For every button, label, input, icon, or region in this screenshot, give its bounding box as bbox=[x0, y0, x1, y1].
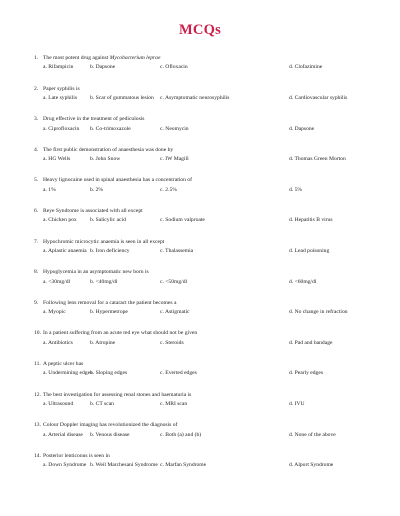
question-text bbox=[34, 147, 374, 154]
question-stem-italic: Mycobacterium leprae bbox=[109, 55, 161, 61]
answer-option-c: c. Thalassemia bbox=[160, 247, 194, 254]
question-item bbox=[34, 147, 374, 178]
answer-option-c: c. MRI scan bbox=[160, 400, 188, 407]
answer-option-b: b. Weil Marchesani Syndrome bbox=[90, 462, 158, 469]
answer-option-d: d. IVU bbox=[289, 400, 305, 407]
answer-options bbox=[34, 309, 374, 316]
answer-option-b: b. Venous disease bbox=[90, 431, 130, 438]
question-number: 1. bbox=[34, 55, 39, 61]
question-number: 5. bbox=[34, 177, 39, 184]
question-text bbox=[34, 453, 374, 460]
answer-option-d: d. Thomas Green Morton bbox=[289, 156, 346, 163]
answer-option-d: d. No change in refraction bbox=[289, 309, 348, 316]
answer-options bbox=[34, 95, 374, 102]
answer-option-a: a. <30mg/dl bbox=[43, 278, 71, 285]
answer-option-a: a. Ultrasound bbox=[43, 400, 74, 407]
answer-option-b: b. Salicylic acid bbox=[90, 217, 126, 224]
question-number: 6. bbox=[34, 207, 39, 214]
question-number: 2. bbox=[34, 85, 39, 92]
question-stem: A peptic ulcer has bbox=[43, 360, 84, 367]
question-item bbox=[34, 330, 374, 361]
question-item bbox=[34, 453, 374, 484]
question-item bbox=[34, 116, 374, 147]
question-text bbox=[34, 300, 374, 307]
answer-option-b: b. Iron deficiency bbox=[90, 247, 130, 254]
answer-option-b: b. CT scan bbox=[90, 400, 114, 407]
answer-option-b: b. Sloping edges bbox=[90, 370, 128, 377]
question-number: 9. bbox=[34, 299, 39, 306]
question-number: 4. bbox=[34, 146, 39, 153]
question-stem: Drug effective in the treatment of pediculosis bbox=[43, 116, 145, 123]
question-stem: In a patient suffering from an acute red eye what should not be given bbox=[43, 330, 198, 337]
question-text bbox=[34, 239, 374, 246]
answer-option-b: b. John Snow bbox=[90, 156, 121, 163]
question-text bbox=[34, 55, 374, 62]
question-stem: The first public demonstration of anaesthesia was done by bbox=[43, 146, 174, 153]
answer-option-b: b. Scar of gummatous lesion bbox=[90, 95, 154, 101]
answer-options bbox=[34, 340, 374, 347]
answer-option-a: a. Antibiotics bbox=[43, 339, 73, 346]
question-item bbox=[34, 361, 374, 392]
question-item bbox=[34, 239, 374, 270]
answer-options bbox=[34, 217, 374, 224]
question-stem: Colour Doppler imaging has revolutionized the diagnosis of bbox=[43, 422, 178, 429]
answer-option-d: d. 5% bbox=[289, 186, 303, 193]
question-number: 8. bbox=[34, 269, 39, 276]
question-stem: Heavy lignocaine used in spinal anaesthesia has a concentration of bbox=[43, 177, 192, 184]
answer-options bbox=[34, 156, 374, 163]
answer-option-d: d. <60mg/dl bbox=[289, 278, 317, 285]
question-item bbox=[34, 422, 374, 453]
question-text bbox=[34, 86, 374, 93]
answer-option-d: d. Lead poisoning bbox=[289, 247, 330, 254]
answer-option-b: b. <40mg/dl bbox=[90, 278, 118, 285]
answer-options bbox=[34, 248, 374, 255]
answer-option-a: a. Chicken pox bbox=[43, 217, 77, 224]
answer-option-a: a. 1% bbox=[43, 186, 56, 193]
answer-option-a: a. Myopic bbox=[43, 309, 66, 316]
question-number: 10. bbox=[34, 330, 41, 337]
question-item bbox=[34, 55, 374, 86]
question-text bbox=[34, 269, 374, 276]
answer-option-c: c. Asymptomatic neurosyphilis bbox=[160, 95, 230, 101]
answer-option-c: c. Marfan Syndrome bbox=[160, 462, 207, 469]
page-title: MCQs bbox=[179, 22, 221, 38]
answer-option-a: a. Rifampicin bbox=[43, 64, 74, 71]
question-stem: Paper syphilis is bbox=[43, 85, 80, 92]
answer-option-b: b. Dapsone bbox=[90, 64, 116, 71]
answer-option-b: b. Atropine bbox=[90, 339, 116, 346]
question-stem: Posterior lenticonus is seen in bbox=[43, 452, 110, 459]
answer-option-c: c. Sodium valproate bbox=[160, 217, 205, 224]
answer-option-d: d. Pad and bandage bbox=[289, 339, 333, 346]
question-stem: The most potent drug against bbox=[43, 55, 110, 61]
answer-option-c: c. 2.5% bbox=[160, 186, 177, 193]
question-number: 7. bbox=[34, 238, 39, 245]
answer-option-c: c. Neomycin bbox=[160, 125, 189, 132]
answer-option-b: b. Co-trimoxazole bbox=[90, 125, 131, 132]
question-stem: Reye Syndrome is associated with all except bbox=[43, 207, 143, 214]
answer-option-d: d. Clofazimine bbox=[289, 64, 323, 71]
question-item bbox=[34, 177, 374, 208]
question-text bbox=[34, 116, 374, 123]
question-text bbox=[34, 330, 374, 337]
answer-option-c: c. <50mg/dl bbox=[160, 278, 188, 285]
answer-option-d: d. None of the above bbox=[289, 431, 336, 438]
answer-option-d: d. Alport Syndrome bbox=[289, 462, 334, 469]
question-number: 11. bbox=[34, 360, 41, 367]
question-text bbox=[34, 392, 374, 399]
answer-option-a: a. Undermining edges bbox=[43, 370, 93, 377]
question-text bbox=[34, 208, 374, 215]
question-number: 12. bbox=[34, 391, 41, 398]
question-list bbox=[34, 55, 374, 483]
question-stem: Hypoglycemia in an asymptomatic new born is bbox=[43, 269, 149, 276]
answer-options bbox=[34, 279, 374, 286]
question-number: 3. bbox=[34, 116, 39, 123]
question-item bbox=[34, 86, 374, 117]
question-stem: The best investigation for assessing renal stones and haematuria is bbox=[43, 391, 192, 398]
answer-options bbox=[34, 462, 374, 469]
answer-option-d: d. Pearly edges bbox=[289, 370, 324, 377]
answer-options bbox=[34, 370, 374, 377]
answer-option-c: c. Steroids bbox=[160, 339, 184, 346]
answer-options bbox=[34, 401, 374, 408]
answer-option-c: c. Both (a) and (b) bbox=[160, 431, 202, 438]
answer-option-b: b. 2% bbox=[90, 186, 104, 193]
answer-option-d: d. Hepatitis B virus bbox=[289, 217, 333, 224]
answer-option-c: c. Astigmatic bbox=[160, 309, 190, 316]
answer-option-d: d. Dapsone bbox=[289, 125, 315, 132]
answer-option-d: d. Cardiovascular syphilis bbox=[289, 95, 348, 101]
answer-options bbox=[34, 432, 374, 439]
question-item bbox=[34, 208, 374, 239]
answer-option-a: a. Late syphilis bbox=[43, 95, 78, 101]
answer-option-a: a. Aplastic anaemia bbox=[43, 247, 87, 254]
answer-options bbox=[34, 187, 374, 194]
question-stem: Following lens removal for a cataract the patient becomes a bbox=[43, 299, 177, 306]
answer-option-a: a. HG Wells bbox=[43, 156, 71, 163]
answer-option-a: a. Down Syndrome bbox=[43, 462, 87, 469]
question-item bbox=[34, 392, 374, 423]
answer-option-b: b. Hypermetrope bbox=[90, 309, 128, 316]
answer-option-a: a. Arterial disease bbox=[43, 431, 83, 438]
answer-option-c: c. IW Magill bbox=[160, 156, 189, 163]
question-number: 14. bbox=[34, 452, 41, 459]
question-item bbox=[34, 269, 374, 300]
answer-options bbox=[34, 64, 374, 71]
question-number: 13. bbox=[34, 422, 41, 429]
question-text bbox=[34, 177, 374, 184]
answer-option-c: c. Everted edges bbox=[160, 370, 197, 377]
question-text bbox=[34, 422, 374, 429]
answer-option-c: c. Ofloxacin bbox=[160, 64, 188, 71]
question-text bbox=[34, 361, 374, 368]
answer-options bbox=[34, 126, 374, 133]
question-item bbox=[34, 300, 374, 331]
question-stem: Hypochromic microcytic anaemia is seen in all except bbox=[43, 238, 165, 245]
answer-option-a: a. Ciprofloxacin bbox=[43, 125, 80, 132]
